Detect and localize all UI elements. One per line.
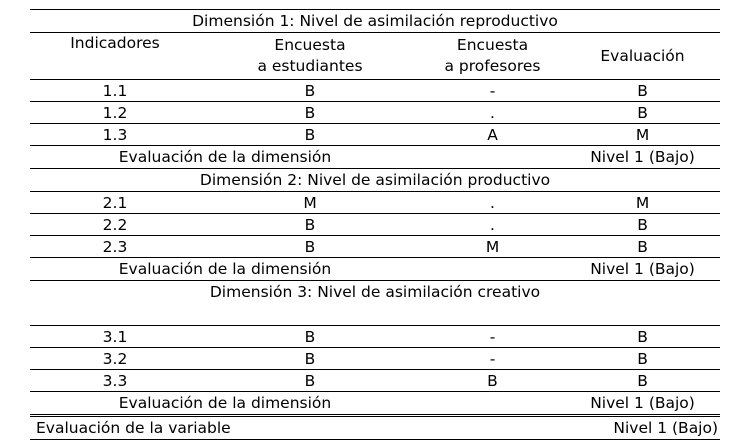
header-encuesta-profesores (420, 33, 565, 80)
dimension-3-title-row (30, 281, 720, 326)
dimension-evaluation-label: Evaluación de la dimensión (30, 258, 420, 281)
dimension-title: Dimensión 1: Nivel de asimilación reproductivo (30, 10, 720, 33)
header-encuesta-estudiantes (200, 33, 420, 80)
dimension-evaluation-value: Nivel 1 (Bajo) (565, 392, 720, 416)
evaluation-cell: B (565, 370, 720, 392)
dimension-evaluation-row (30, 258, 720, 281)
dimension-evaluation-label: Evaluación de la dimensión (30, 392, 420, 416)
teacher-survey-cell: . (420, 102, 565, 124)
header-line: a profesores (444, 57, 541, 75)
student-survey-cell: B (200, 214, 420, 236)
dimension-evaluation-value: Nivel 1 (Bajo) (565, 258, 720, 281)
evaluation-cell: B (565, 80, 720, 102)
variable-evaluation-value: Nivel 1 (Bajo) (565, 416, 720, 440)
student-survey-cell: B (200, 102, 420, 124)
evaluation-cell: B (565, 348, 720, 370)
table-row (30, 214, 720, 236)
variable-evaluation-row (30, 416, 720, 440)
teacher-survey-cell: A (420, 124, 565, 146)
dimension-evaluation-row (30, 146, 720, 169)
student-survey-cell: B (200, 326, 420, 348)
dimension-title: Dimensión 2: Nivel de asimilación productivo (30, 169, 720, 192)
teacher-survey-cell: B (420, 370, 565, 392)
evaluation-cell: B (565, 236, 720, 258)
indicator-cell: 1.2 (30, 102, 200, 124)
teacher-survey-cell: M (420, 236, 565, 258)
dimension-evaluation-label: Evaluación de la dimensión (30, 146, 420, 169)
table-row (30, 80, 720, 102)
table-row (30, 326, 720, 348)
header-evaluacion: Evaluación (600, 47, 685, 65)
dimension-evaluation-value: Nivel 1 (Bajo) (565, 146, 720, 169)
indicator-cell: 2.1 (30, 192, 200, 214)
student-survey-cell: B (200, 236, 420, 258)
dimension-evaluation-row (30, 392, 720, 416)
student-survey-cell: B (200, 124, 420, 146)
student-survey-cell: M (200, 192, 420, 214)
table-row (30, 236, 720, 258)
dimension-1-title-row (30, 10, 720, 33)
evaluation-cell: M (565, 124, 720, 146)
header-indicadores: Indicadores (70, 34, 160, 52)
indicator-cell: 3.3 (30, 370, 200, 392)
header-line: Encuesta (274, 36, 346, 54)
teacher-survey-cell: - (420, 326, 565, 348)
table-row (30, 370, 720, 392)
header-line: Encuesta (456, 36, 529, 54)
teacher-survey-cell: - (420, 348, 565, 370)
header-line: a estudiantes (257, 57, 363, 75)
indicator-cell: 3.2 (30, 348, 200, 370)
header-row (30, 33, 720, 80)
indicator-cell: 3.1 (30, 326, 200, 348)
indicator-cell: 2.3 (30, 236, 200, 258)
dimension-title: Dimensión 3: Nivel de asimilación creativo (30, 281, 720, 326)
indicator-cell: 1.3 (30, 124, 200, 146)
student-survey-cell: B (200, 370, 420, 392)
teacher-survey-cell: - (420, 80, 565, 102)
teacher-survey-cell: . (420, 214, 565, 236)
indicator-cell: 1.1 (30, 80, 200, 102)
evaluation-cell: B (565, 326, 720, 348)
results-table (30, 9, 720, 440)
table-row (30, 192, 720, 214)
table-row (30, 102, 720, 124)
variable-evaluation-label: Evaluación de la variable (30, 416, 420, 440)
evaluation-cell: B (565, 214, 720, 236)
student-survey-cell: B (200, 348, 420, 370)
table-row (30, 124, 720, 146)
student-survey-cell: B (200, 80, 420, 102)
teacher-survey-cell: . (420, 192, 565, 214)
evaluation-cell: B (565, 102, 720, 124)
evaluation-cell: M (565, 192, 720, 214)
table-row (30, 348, 720, 370)
dimension-2-title-row (30, 169, 720, 192)
indicator-cell: 2.2 (30, 214, 200, 236)
